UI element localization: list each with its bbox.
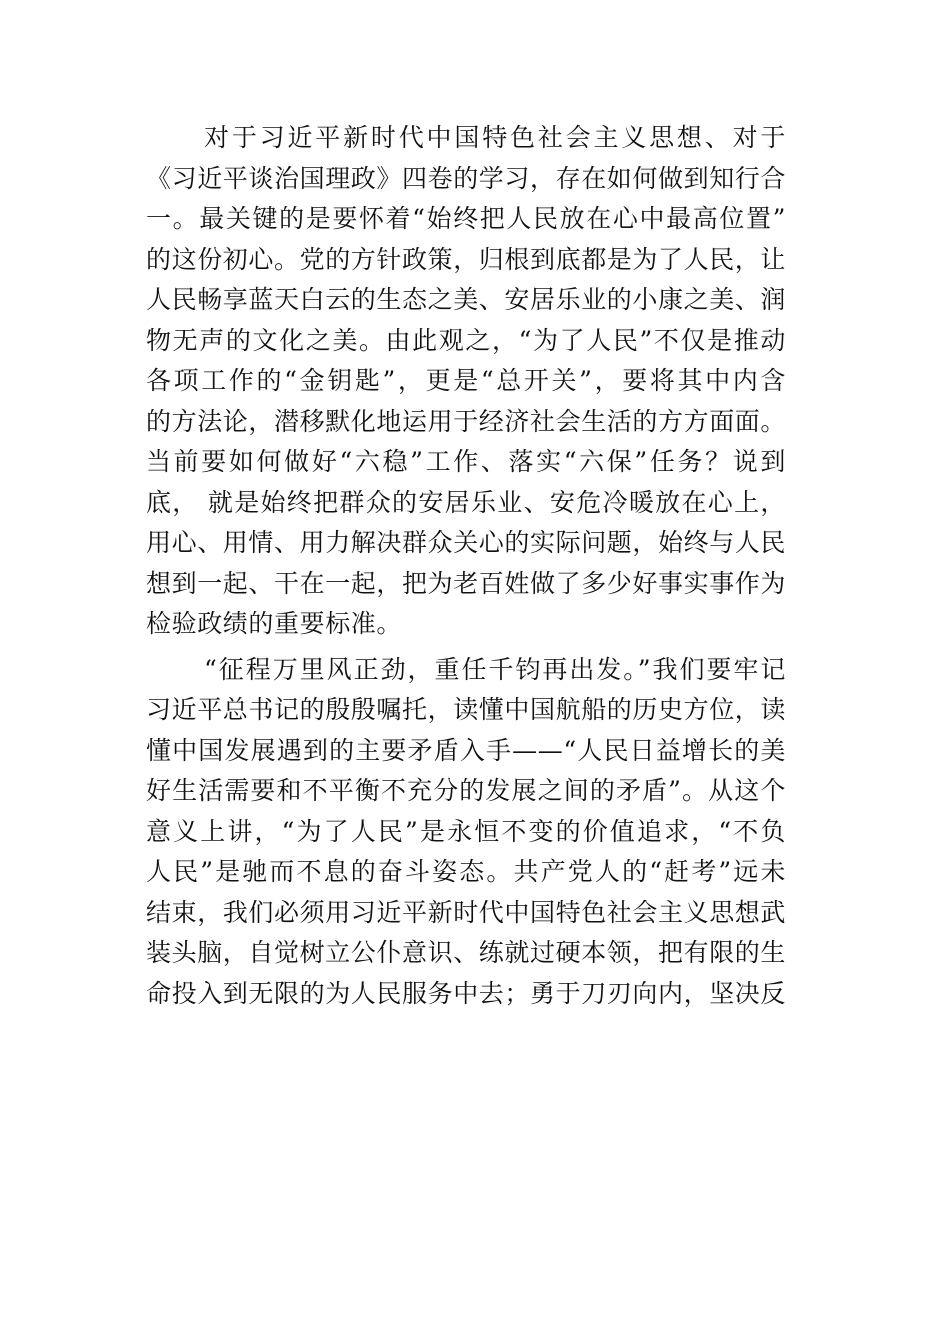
paragraph-line: 命投入到无限的为人民服务中去；勇于刀刃向内，坚决反 [146,978,787,1008]
paragraph-line: 当前要如何做好“六稳”工作、落实“六保”任务？说到 [146,447,786,476]
paragraph-line: 人民畅享蓝天白云的生态之美、安居乐业的小康之美、润 [146,285,787,314]
paragraph-2 [146,650,786,1015]
paragraph-line: 对于习近平新时代中国特色社会主义思想、对于 [204,123,786,152]
paragraph-line: 的方法论，潜移默化地运用于经济社会生活的方方面面。 [146,406,787,436]
paragraph-1 [146,118,786,645]
paragraph-line: 想到一起、干在一起，把为老百姓做了多少好事实事作为 [146,568,787,598]
paragraph-line: 底， 就是始终把群众的安居乐业、安危冷暖放在心上， [146,487,786,517]
paragraph-line: 《习近平谈治国理政》四卷的学习，存在如何做到知行合 [146,163,787,193]
paragraph-line: 用心、用情、用力解决群众关心的实际问题，始终与人民 [146,528,787,557]
paragraph-line: 检验政绩的重要标准。 [146,609,403,638]
paragraph-line: 人民”是驰而不息的奋斗姿态。共产党人的“赶考”远未 [146,857,786,886]
paragraph-line: 习近平总书记的殷殷嘱托，读懂中国航船的历史方位，读 [146,695,787,724]
paragraph-line: 装头脑，自觉树立公仆意识、练就过硬本领，把有限的生 [146,938,787,967]
paragraph-line: 意义上讲，“为了人民”是永恒不变的价值追求，“不负 [146,816,786,846]
document-body [146,118,786,1014]
paragraph-line: 各项工作的“金钥匙”，更是“总开关”，要将其中内含 [146,366,786,395]
paragraph-line: 物无声的文化之美。由此观之，“为了人民”不仅是推动 [146,325,786,355]
paragraph-line: 一。最关键的是要怀着“始终把人民放在心中最高位置” [146,204,786,233]
paragraph-line: 好生活需要和不平衡不充分的发展之间的矛盾”。从这个 [146,776,786,805]
paragraph-line: 结束，我们必须用习近平新时代中国特色社会主义思想武 [146,897,787,927]
paragraph-line: “征程万里风正劲，重任千钧再出发。”我们要牢记 [204,654,786,684]
paragraph-line: 的这份初心。党的方针政策，归根到底都是为了人民，让 [146,244,787,274]
paragraph-line: 懂中国发展遇到的主要矛盾入手——“人民日益增长的美 [146,735,786,765]
